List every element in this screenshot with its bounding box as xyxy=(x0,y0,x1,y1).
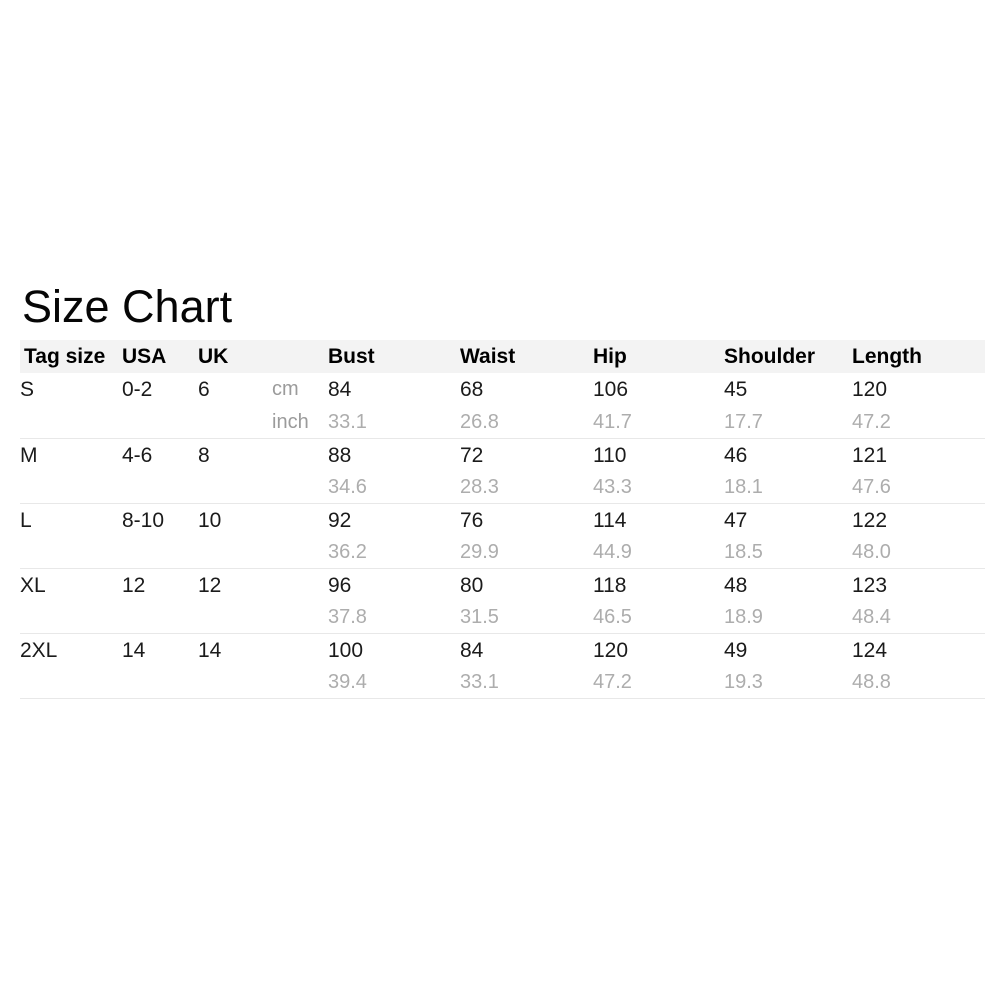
page-title: Size Chart xyxy=(22,281,233,332)
shoulder-inch-cell: 18.5 xyxy=(724,536,852,568)
shoulder-inch-cell: 18.1 xyxy=(724,471,852,503)
hip-cm-cell: 110 xyxy=(593,443,627,467)
tag-size-cell: S xyxy=(20,373,122,438)
unit-cell-empty xyxy=(272,568,328,601)
length-inch-cell: 47.6 xyxy=(852,471,985,503)
header-tag-size: Tag size xyxy=(20,340,122,373)
header-bust: Bust xyxy=(328,340,460,373)
uk-cell: 10 xyxy=(198,503,272,568)
unit-label-cm: cm xyxy=(272,378,299,400)
shoulder-inch-cell: 17.7 xyxy=(724,406,852,438)
usa-cell: 14 xyxy=(122,633,198,698)
table-row-xl-cm xyxy=(20,568,985,601)
unit-cell-empty xyxy=(272,438,328,471)
hip-cm-cell: 120 xyxy=(593,638,629,662)
length-cm-cell: 121 xyxy=(852,443,888,467)
header-length: Length xyxy=(852,340,985,373)
length-cm-cell: 123 xyxy=(852,573,888,597)
bust-inch-cell: 39.4 xyxy=(328,666,460,698)
unit-cell-empty xyxy=(272,601,328,633)
bust-cm-cell: 96 xyxy=(328,573,352,597)
header-uk: UK xyxy=(198,340,272,373)
waist-cm-cell: 84 xyxy=(460,638,484,662)
unit-label-inch: inch xyxy=(272,406,328,438)
unit-cell-empty xyxy=(272,536,328,568)
waist-cm-cell: 72 xyxy=(460,443,484,467)
unit-cell-empty xyxy=(272,633,328,666)
uk-cell: 14 xyxy=(198,633,272,698)
waist-inch-cell: 26.8 xyxy=(460,406,593,438)
hip-inch-cell: 47.2 xyxy=(593,666,724,698)
unit-cell-empty xyxy=(272,471,328,503)
shoulder-cm-cell: 49 xyxy=(724,638,748,662)
header-usa: USA xyxy=(122,340,198,373)
shoulder-inch-cell: 19.3 xyxy=(724,666,852,698)
table-row-s-cm xyxy=(20,373,985,406)
waist-cm-cell: 76 xyxy=(460,508,484,532)
hip-cm-cell: 118 xyxy=(593,573,627,597)
uk-cell: 8 xyxy=(198,438,272,503)
usa-cell: 4-6 xyxy=(122,438,198,503)
hip-inch-cell: 44.9 xyxy=(593,536,724,568)
length-cm-cell: 124 xyxy=(852,638,888,662)
size-chart-section xyxy=(20,280,985,699)
bust-cm-cell: 88 xyxy=(328,443,352,467)
tag-size-cell: 2XL xyxy=(20,633,122,698)
header-waist: Waist xyxy=(460,340,593,373)
tag-size-cell: L xyxy=(20,503,122,568)
waist-cm-cell: 80 xyxy=(460,573,484,597)
shoulder-inch-cell: 18.9 xyxy=(724,601,852,633)
hip-cm-cell: 106 xyxy=(593,378,629,401)
table-row-2xl-cm xyxy=(20,633,985,666)
hip-inch-cell: 41.7 xyxy=(593,406,724,438)
usa-cell: 0-2 xyxy=(122,373,198,438)
uk-cell: 6 xyxy=(198,373,272,438)
usa-cell: 12 xyxy=(122,568,198,633)
waist-inch-cell: 31.5 xyxy=(460,601,593,633)
bust-cm-cell: 92 xyxy=(328,508,352,532)
bust-inch-cell: 33.1 xyxy=(328,406,460,438)
bust-inch-cell: 34.6 xyxy=(328,471,460,503)
unit-cell-empty xyxy=(272,503,328,536)
waist-inch-cell: 28.3 xyxy=(460,471,593,503)
shoulder-cm-cell: 45 xyxy=(724,378,748,401)
tag-size-cell: XL xyxy=(20,568,122,633)
bust-cm-cell: 84 xyxy=(328,378,352,401)
length-cm-cell: 122 xyxy=(852,508,888,532)
usa-cell: 8-10 xyxy=(122,503,198,568)
unit-cell-empty xyxy=(272,666,328,698)
waist-cm-cell: 68 xyxy=(460,378,484,401)
length-inch-cell: 48.0 xyxy=(852,536,985,568)
table-header-row xyxy=(20,340,985,373)
tag-size-cell: M xyxy=(20,438,122,503)
waist-inch-cell: 29.9 xyxy=(460,536,593,568)
shoulder-cm-cell: 47 xyxy=(724,508,748,532)
header-shoulder: Shoulder xyxy=(724,340,852,373)
length-cm-cell: 120 xyxy=(852,378,888,401)
length-inch-cell: 47.2 xyxy=(852,406,985,438)
header-hip: Hip xyxy=(593,340,724,373)
bust-inch-cell: 36.2 xyxy=(328,536,460,568)
bust-cm-cell: 100 xyxy=(328,638,364,662)
length-inch-cell: 48.8 xyxy=(852,666,985,698)
hip-cm-cell: 114 xyxy=(593,508,627,532)
uk-cell: 12 xyxy=(198,568,272,633)
shoulder-cm-cell: 48 xyxy=(724,573,748,597)
hip-inch-cell: 43.3 xyxy=(593,471,724,503)
size-chart-table xyxy=(20,340,985,699)
bust-inch-cell: 37.8 xyxy=(328,601,460,633)
table-row-l-cm xyxy=(20,503,985,536)
shoulder-cm-cell: 46 xyxy=(724,443,748,467)
table-row-m-cm xyxy=(20,438,985,471)
hip-inch-cell: 46.5 xyxy=(593,601,724,633)
length-inch-cell: 48.4 xyxy=(852,601,985,633)
header-unit xyxy=(272,340,328,373)
waist-inch-cell: 33.1 xyxy=(460,666,593,698)
